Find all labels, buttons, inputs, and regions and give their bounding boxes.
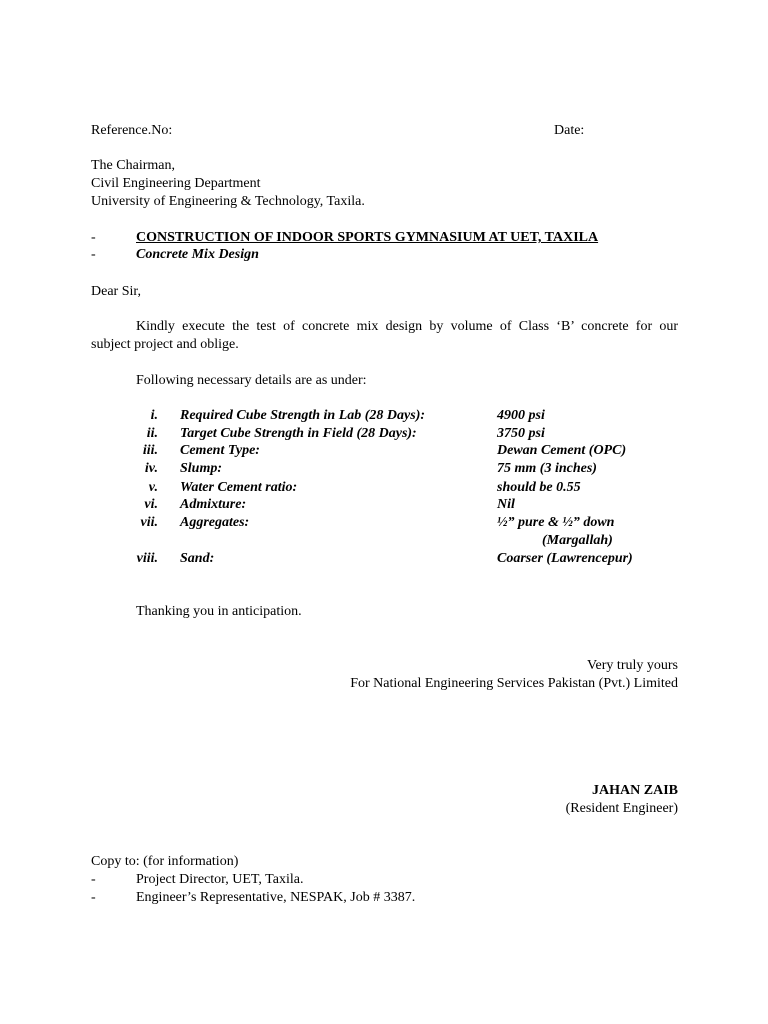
reference-label: Reference.No: (91, 123, 173, 138)
item-number: vii. (140, 515, 158, 530)
subject-title: CONSTRUCTION OF INDOOR SPORTS GYMNASIUM AT UET, TAXILA (136, 230, 599, 245)
copy-to-bullet: - (91, 872, 96, 887)
item-value: 4900 psi (497, 408, 545, 423)
closing-company: For National Engineering Services Pakistan (Pvt.) Limited (350, 676, 678, 691)
item-number: ii. (146, 426, 158, 441)
item-number: vi. (144, 497, 158, 512)
item-value: Nil (497, 497, 515, 512)
item-number: iii. (142, 443, 158, 458)
item-value: 3750 psi (497, 426, 545, 441)
item-label: Cement Type: (180, 443, 260, 458)
item-label: Aggregates: (180, 515, 250, 530)
item-value: should be 0.55 (497, 480, 581, 495)
item-value: 75 mm (3 inches) (497, 461, 597, 476)
item-number: iv. (144, 461, 158, 476)
recipient-line-1: The Chairman, (91, 158, 175, 173)
copy-to-item: Engineer’s Representative, NESPAK, Job # 3387. (136, 890, 416, 905)
salutation: Dear Sir, (91, 284, 141, 299)
closing-yours: Very truly yours (587, 658, 678, 673)
item-label: Admixture: (180, 497, 247, 512)
body-paragraph-line-2: subject project and oblige. (91, 337, 239, 352)
subject-bullet-1: - (91, 230, 96, 245)
item-value-continued: (Margallah) (542, 533, 613, 548)
item-label: Target Cube Strength in Field (28 Days): (180, 426, 417, 441)
subject-bullet-2: - (91, 247, 96, 262)
signature-name: JAHAN ZAIB (592, 783, 678, 798)
recipient-line-3: University of Engineering & Technology, Taxila. (91, 194, 365, 209)
copy-to-heading: Copy to: (for information) (91, 854, 239, 869)
thanks-line: Thanking you in anticipation. (136, 604, 302, 619)
item-label: Water Cement ratio: (180, 480, 298, 495)
recipient-line-2: Civil Engineering Department (91, 176, 261, 191)
item-number: i. (150, 408, 158, 423)
body-paragraph-line-1: Kindly execute the test of concrete mix design by volume of Class ‘B’ concrete for our (136, 319, 678, 334)
signature-title: (Resident Engineer) (565, 801, 678, 816)
subject-subtitle: Concrete Mix Design (136, 247, 259, 262)
item-label: Sand: (180, 551, 215, 566)
item-number: viii. (136, 551, 158, 566)
copy-to-item: Project Director, UET, Taxila. (136, 872, 304, 887)
item-value: Dewan Cement (OPC) (497, 443, 627, 458)
item-value: Coarser (Lawrencepur) (497, 551, 633, 566)
item-value: ½” pure & ½” down (497, 515, 615, 530)
copy-to-bullet: - (91, 890, 96, 905)
details-intro: Following necessary details are as under: (136, 373, 367, 388)
item-number: v. (148, 480, 158, 495)
item-label: Slump: (180, 461, 223, 476)
item-label: Required Cube Strength in Lab (28 Days): (180, 408, 426, 423)
date-label: Date: (554, 123, 585, 138)
